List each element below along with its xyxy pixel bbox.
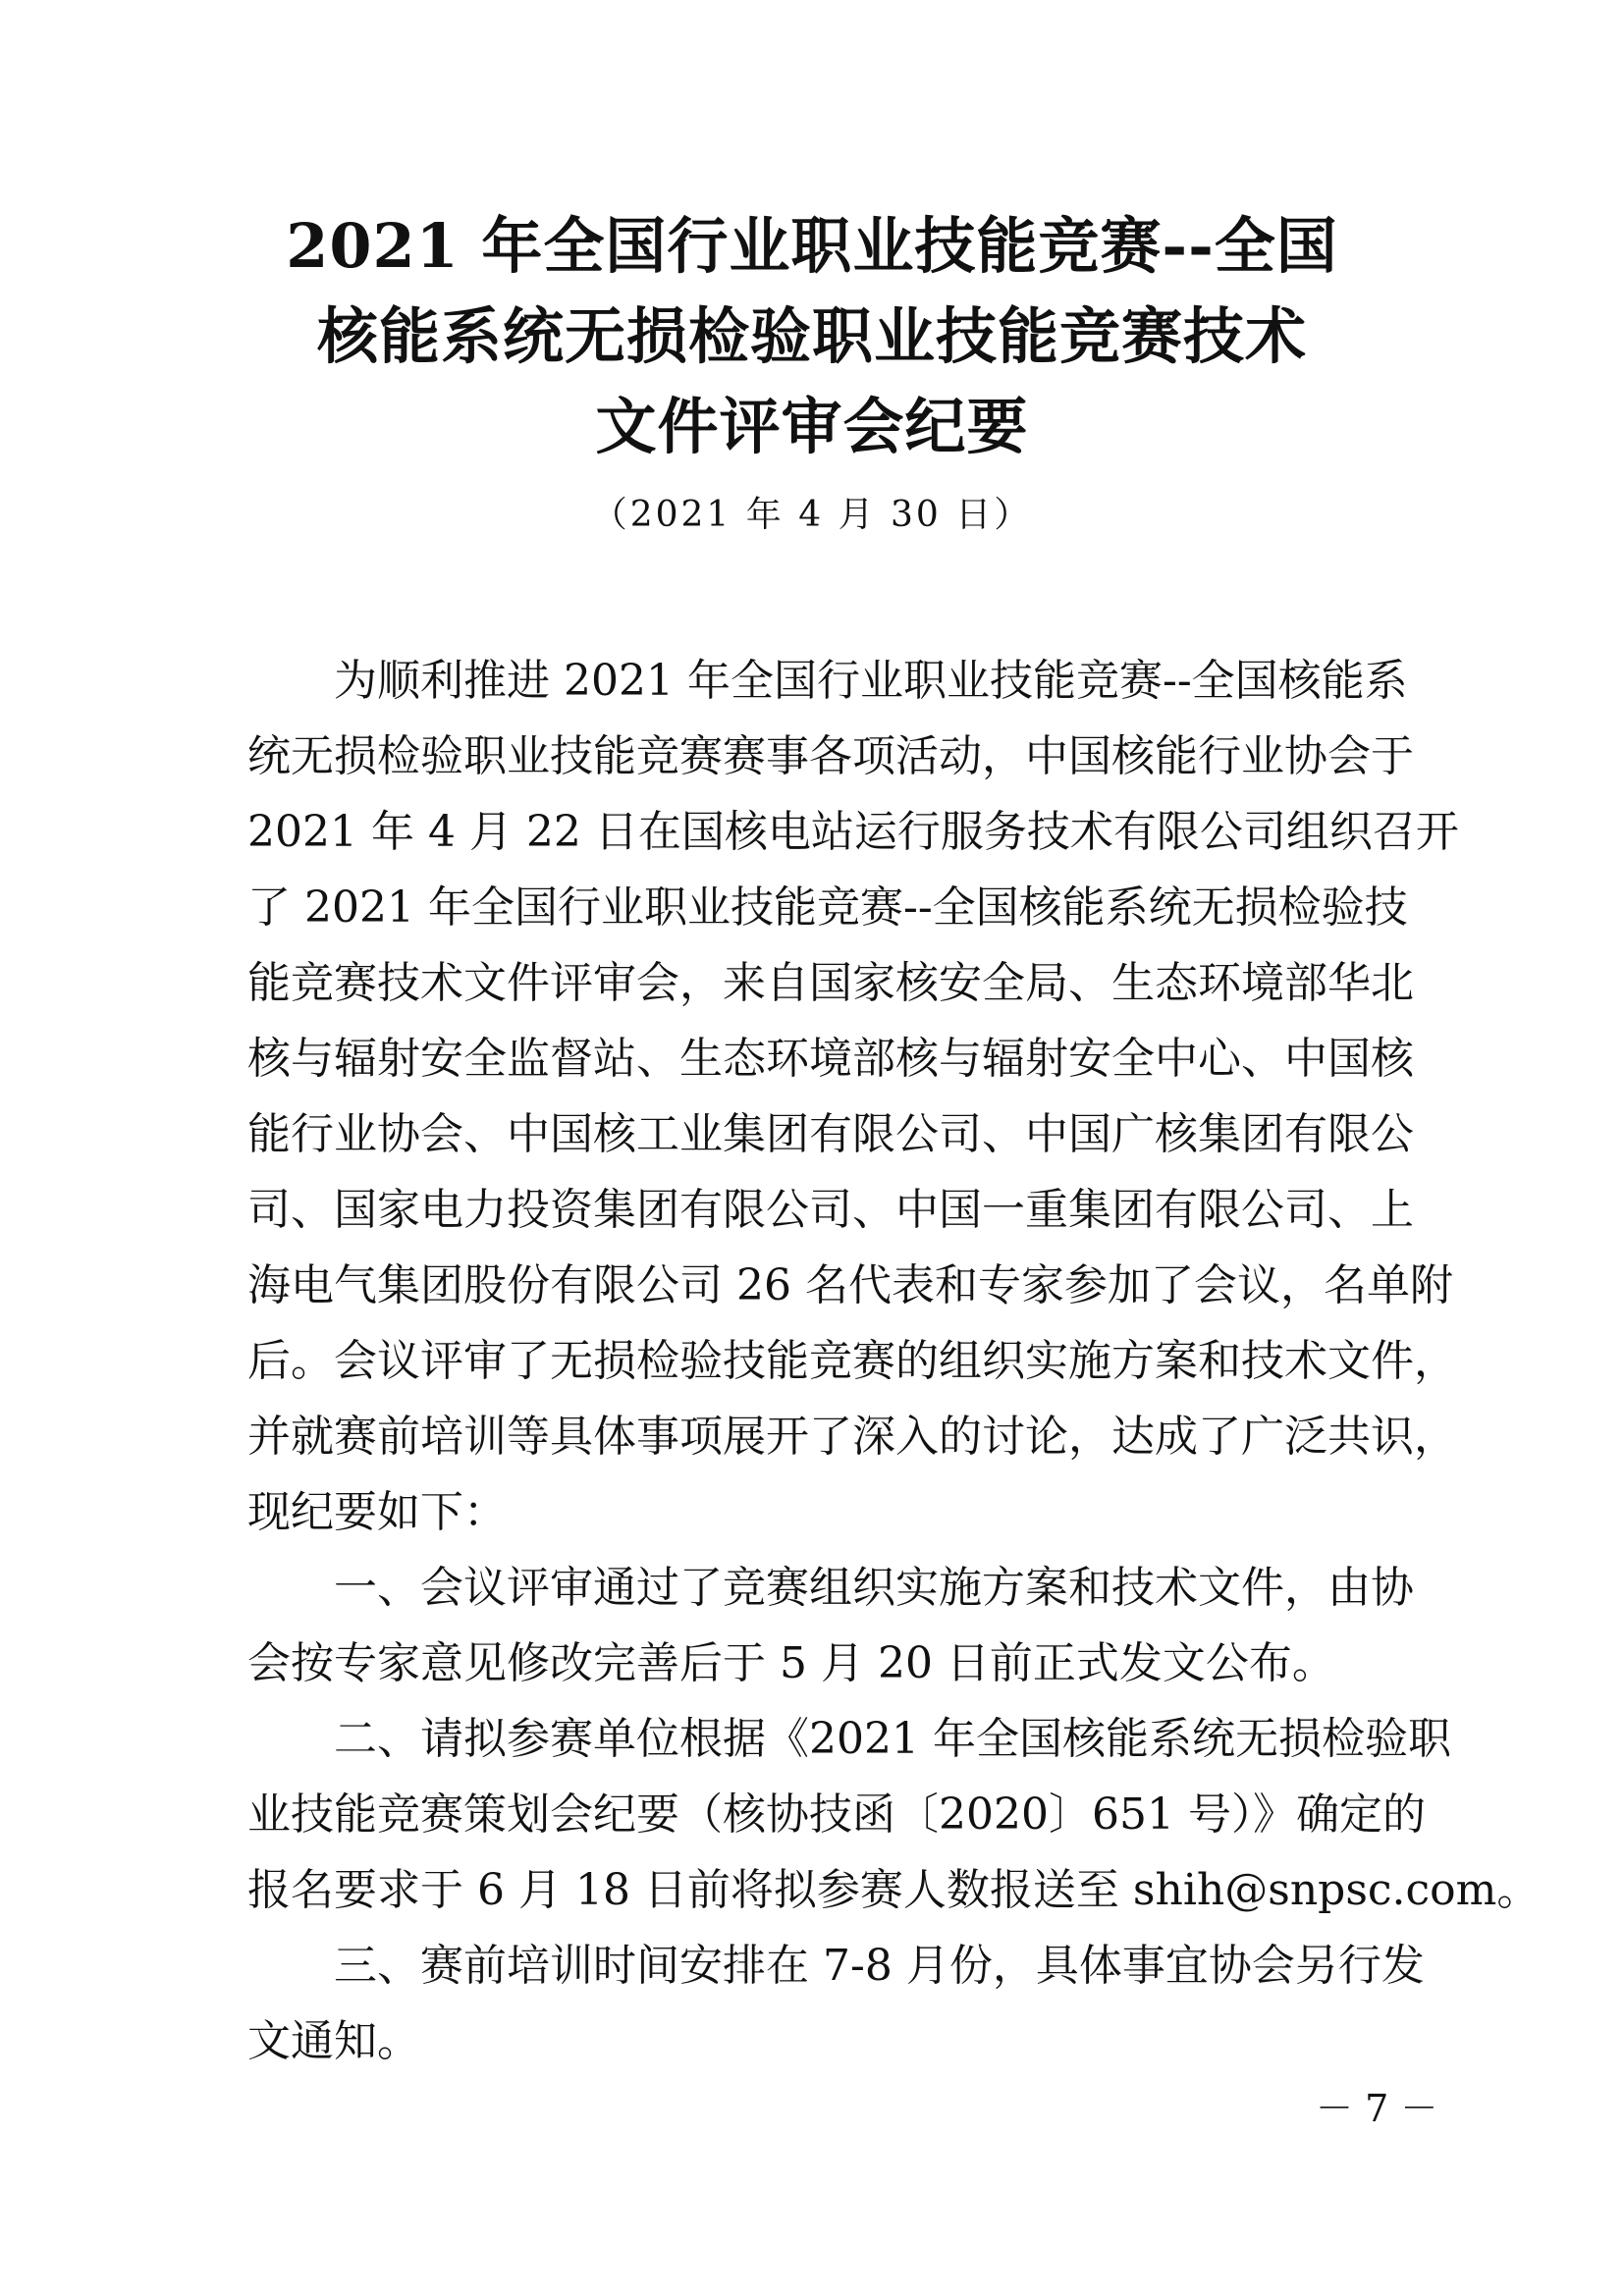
- title-line-1: 2021 年全国行业职业技能竞赛--全国: [286, 210, 1338, 282]
- body-line: 后。会议评审了无损检验技能竞赛的组织实施方案和技术文件，: [247, 1336, 1457, 1386]
- body-line: 二、请拟参赛单位根据《2021 年全国核能系统无损检验职: [334, 1714, 1451, 1764]
- body-line: 报名要求于 6 月 18 日前将拟参赛人数报送至 shih@snpsc.com。: [247, 1865, 1541, 1915]
- title-line-2: 核能系统无损检验职业技能竞赛技术: [316, 300, 1307, 372]
- body-line: 了 2021 年全国行业职业技能竞赛--全国核能系统无损检验技: [247, 882, 1408, 933]
- document-title: [245, 201, 1379, 472]
- body-line: 一、会议评审通过了竞赛组织实施方案和技术文件，由协: [334, 1563, 1414, 1613]
- body-line: 海电气集团股份有限公司 26 名代表和专家参加了会议，名单附: [247, 1260, 1453, 1310]
- body-line: 司、国家电力投资集团有限公司、中国一重集团有限公司、上: [247, 1185, 1414, 1235]
- body-line: 统无损检验职业技能竞赛赛事各项活动，中国核能行业协会于: [247, 731, 1414, 781]
- body-line: 核与辐射安全监督站、生态环境部核与辐射安全中心、中国核: [247, 1034, 1414, 1084]
- body-line: 会按专家意见修改完善后于 5 月 20 日前正式发文公布。: [247, 1638, 1335, 1688]
- body-line: 现纪要如下：: [247, 1487, 507, 1537]
- body-line: 业技能竞赛策划会纪要（核协技函〔2020〕651 号）》确定的: [247, 1789, 1426, 1840]
- body-line: 文通知。: [247, 2016, 420, 2066]
- body-line: 2021 年 4 月 22 日在国核电站运行服务技术有限公司组织召开: [247, 807, 1459, 857]
- body-line: 能竞赛技术文件评审会，来自国家核安全局、生态环境部华北: [247, 958, 1414, 1008]
- body-line: 为顺利推进 2021 年全国行业职业技能竞赛--全国核能系: [334, 656, 1408, 706]
- document-date: （2021 年 4 月 30 日）: [591, 495, 1033, 535]
- body-line: 三、赛前培训时间安排在 7-8 月份，具体事宜协会另行发: [334, 1941, 1425, 1991]
- document-body: [247, 643, 1541, 2079]
- body-line: 并就赛前培训等具体事项展开了深入的讨论，达成了广泛共识，: [247, 1412, 1457, 1462]
- page-number: － 7 －: [1316, 2087, 1438, 2130]
- title-line-3: 文件评审会纪要: [595, 391, 1029, 462]
- body-line: 能行业协会、中国核工业集团有限公司、中国广核集团有限公: [247, 1109, 1414, 1159]
